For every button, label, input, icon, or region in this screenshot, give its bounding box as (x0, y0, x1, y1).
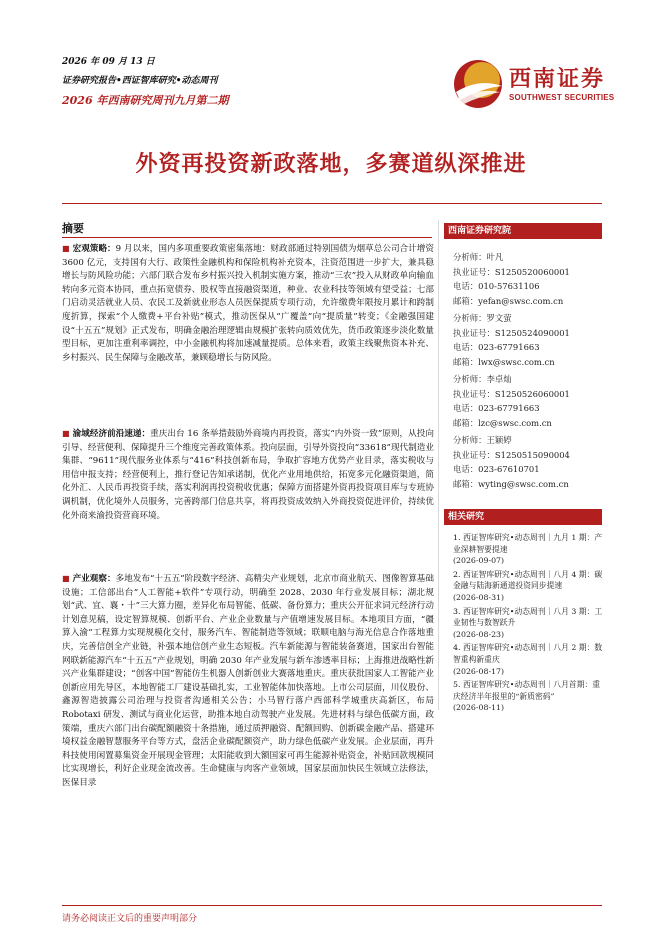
related-item[interactable] (453, 606, 603, 641)
report-date: 2026 年 09 月 13 日 (62, 57, 155, 67)
phone-label: 电话： (453, 281, 479, 291)
phone-label: 电话： (453, 342, 479, 352)
abstract-heading: 摘要 (62, 222, 84, 235)
phone-label: 电话： (453, 403, 479, 413)
phone-label: 电话： (453, 464, 479, 474)
email-label: 邮箱： (453, 356, 479, 367)
analyst-card (453, 433, 603, 491)
email-label: 邮箱： (453, 478, 479, 489)
abstract-paragraph-industry (62, 572, 434, 791)
analyst-cert: S1250524090001 (494, 327, 570, 338)
related-item-title[interactable]: 西证智库研究•动态周刊｜八月首期：重庆经济半年报里的“新质密码” (453, 680, 601, 701)
column-divider (438, 220, 439, 710)
red-square-bullet-icon: ■ (62, 574, 70, 583)
paragraph-lead: 产业观察： (72, 574, 116, 584)
logo-name-en: SOUTHWEST SECURITIES (509, 93, 615, 102)
analyst-phone: 010-57631106 (478, 281, 540, 291)
analyst-role-label: 分析师： (453, 313, 487, 323)
abstract-divider (62, 237, 432, 238)
related-item[interactable] (453, 679, 603, 714)
abstract-paragraph-macro (62, 242, 434, 365)
analyst-name: 李卓灿 (486, 374, 512, 384)
related-item-number: 3. (453, 606, 461, 616)
related-item[interactable] (453, 642, 603, 677)
related-item-date: (2026-08-17) (453, 666, 505, 676)
related-research-list (453, 532, 603, 716)
related-item-number: 1. (453, 533, 461, 542)
analyst-card (453, 372, 603, 430)
abstract-paragraph-chongqing (62, 427, 434, 523)
analyst-phone: 023-67791663 (478, 342, 540, 352)
analyst-name: 王颖婷 (486, 435, 512, 445)
analyst-role-label: 分析师： (453, 252, 487, 262)
report-category: 证券研究报告•西证智库研究•动态周刊 (62, 76, 218, 86)
related-item-number: 2. (453, 569, 461, 579)
analyst-email[interactable]: lzc@swsc.com.cn (478, 417, 552, 428)
related-item-title[interactable]: 西证智库研究•动态周刊｜八月 3 期：工业韧性与数智跃升 (453, 606, 603, 628)
cert-label: 执业证号： (453, 449, 495, 460)
related-item-title[interactable]: 西证智库研究•动态周刊｜八月 4 期：碳金融与陆海新通道投资同步提速 (453, 569, 603, 591)
analyst-email[interactable]: yefan@swsc.com.cn (478, 295, 564, 306)
title-divider (62, 203, 602, 204)
related-item[interactable] (453, 569, 603, 604)
institute-header: 西南证券研究院 (444, 223, 602, 239)
analyst-email[interactable]: lwx@swsc.com.cn (478, 356, 555, 367)
analyst-cert: S1250520060001 (494, 266, 570, 277)
related-item-date: (2026-09-07) (453, 556, 505, 566)
cert-label: 执业证号： (453, 266, 495, 277)
email-label: 邮箱： (453, 417, 479, 428)
footer-disclaimer: 请务必阅读正文后的重要声明部分 (62, 914, 198, 924)
paragraph-text: 重庆出台 16 条举措鼓励外商境内再投资，落实“内外资一致”原则，从投向引导、经营便利、保障提升三个维度完善政策体系。投向层面，引导外资投向“33618”现代制造业集群、“9611”现代服务业体系与“416”科技创新布局，争取扩容地方优势产业目录，落实税收与用信申报支持；经营便利上，推行登记告知承诺制，优化产业用地供给，拓宽多元化融资渠道，简化外汇、人民币再投资手续，落实利润再投资税收优惠；保障方面搭建外资再投资项目库与专班协调机制，优化境外人员服务，完善跨部门信息共享，将再投资成效纳入外商投资促进评价，持续优化外商来渝投资营商环境。 (62, 429, 434, 521)
analyst-role-label: 分析师： (453, 435, 487, 445)
related-item-date: (2026-08-31) (453, 592, 505, 602)
related-item-number: 4. (453, 643, 461, 653)
paragraph-lead: 宏观策略： (72, 244, 116, 254)
analyst-role-label: 分析师： (453, 374, 487, 384)
analyst-card (453, 311, 603, 369)
related-research-header: 相关研究 (444, 509, 602, 525)
logo-name-cn: 西南证券 (509, 67, 606, 92)
related-item-number: 5. (453, 680, 461, 690)
paragraph-text: 多地发布“十五五”阶段数字经济、高精尖产业规划，北京市商业航天、图像智算基础设施；工信部出台“人工智能+软件”专项行动，明确至 2028、2030 年行业发展目标；湖北规划“武、宜、襄・十”三大算力圈，差异化布局智能、低碳、备份算力；重庆公开征求词元经济行动计划意见稿，设定智算规模、创新平台、产业企业数量与产值增速发展目标。本地项目方面，“疆算入渝”工程算力实现规模化交付，服务汽车、智能制造等领域；联顺电脑与海光信息合作落地重庆，完善信创全产业链，补强本地信创产业生态短板。汽车新能源与智能装备赛道，国家出台智能网联新能源汽车“十五五”产业规划，明确 2030 年产业发展与新车渗透率目标；上海推进战略性新兴产业集群建设；“创客中国”智能仿生机器人创新创业大赛落地重庆。重庆获批国家人工智能产业创新应用先导区，本地智能工厂建设基础扎实，工业智能体加快落地。上市公司层面，川仪股份、鑫源智造披露公司治理与投资者沟通相关公告；小马智行落户西部科学城重庆高新区，布局 Robotaxi 研发、测试与商业化运营，助推本地自动驾驶产业发展。先进材料与绿色低碳方面，政策端，重庆六部门出台碳配额融资十条措施，通过质押融资、配额回购、创新碳金融产品、搭建环境权益金融智慧服务平台等方式，盘活企业碳配额资产，助力绿色低碳产业发展。企业层面，再升科技使用闲置募集资金开展现金管理；太阳能收到大额国家可再生能源补贴资金，补贴回款规模同比实现增长，利好企业现金流改善。生命健康与肉客产业领域，国家层面加快民生领域立法修法，医保目录 (62, 574, 434, 788)
related-item[interactable] (453, 532, 603, 567)
cert-label: 执业证号： (453, 327, 495, 338)
red-square-bullet-icon: ■ (62, 429, 70, 438)
cert-label: 执业证号： (453, 388, 495, 399)
email-label: 邮箱： (453, 295, 479, 306)
report-issue: 2026 年西南研究周刊九月第二期 (62, 94, 229, 107)
footer-divider (62, 905, 602, 906)
analyst-phone: 023-67610701 (478, 464, 540, 474)
related-item-title[interactable]: 西证智库研究•动态周刊｜八月 2 期：数智重构新重庆 (453, 643, 603, 664)
analyst-cert: S1250526060001 (494, 388, 570, 399)
related-item-date: (2026-08-23) (453, 629, 505, 639)
analyst-cert: S1250515090004 (494, 449, 570, 460)
analyst-name: 罗文萤 (486, 313, 512, 323)
analyst-name: 叶凡 (486, 252, 504, 262)
analyst-card (453, 250, 603, 308)
related-item-title[interactable]: 西证智库研究•动态周刊｜九月 1 期：产业深耕智要提速 (453, 533, 603, 554)
red-square-bullet-icon: ■ (62, 244, 70, 253)
analyst-phone: 023-67791663 (478, 403, 540, 413)
logo-emblem-icon (452, 58, 504, 110)
paragraph-lead: 渝域经济前沿速递： (72, 429, 151, 439)
related-item-date: (2026-08-11) (453, 703, 505, 713)
paragraph-text: 9 月以来，国内多项重要政策密集落地：财政部通过特别国债为烟草总公司合计增资 3600 亿元，支持国有大行、政策性金融机构和保险机构补充资本，注资范围进一步扩大，兼具稳增长与防风险功能；六部门联合发布乡村振兴投入机制实施方案，推动“三农”投入从财政单向输血转向多元资本协同，重点拓宽债券、股权等直接融资渠道，种业、农业科技等领域有望受益；七部门启动灵活就业人员、农民工及新就业形态人员医保提质专项行动，允许缴费年限按月累计和跨制度折算，探索“个人缴费+平台补贴”模式，推动医保从“广覆盖”向“提质量”转变；《金融强国建设“十五五”规划》正式发布，明确金融治理逻辑由规模扩张转向质效优先，货币政策逐步淡化数量型目标，更加注重利率调控，中小金融机构将加速减量提质。总体来看，政策主线聚焦资本补充、乡村振兴、民生保障与金融改革，兼顾稳增长与防风险。 (62, 244, 434, 363)
analyst-email[interactable]: wyting@swsc.com.cn (478, 478, 569, 489)
page-title: 外资再投资新政落地，多赛道纵深推进 (135, 152, 527, 177)
